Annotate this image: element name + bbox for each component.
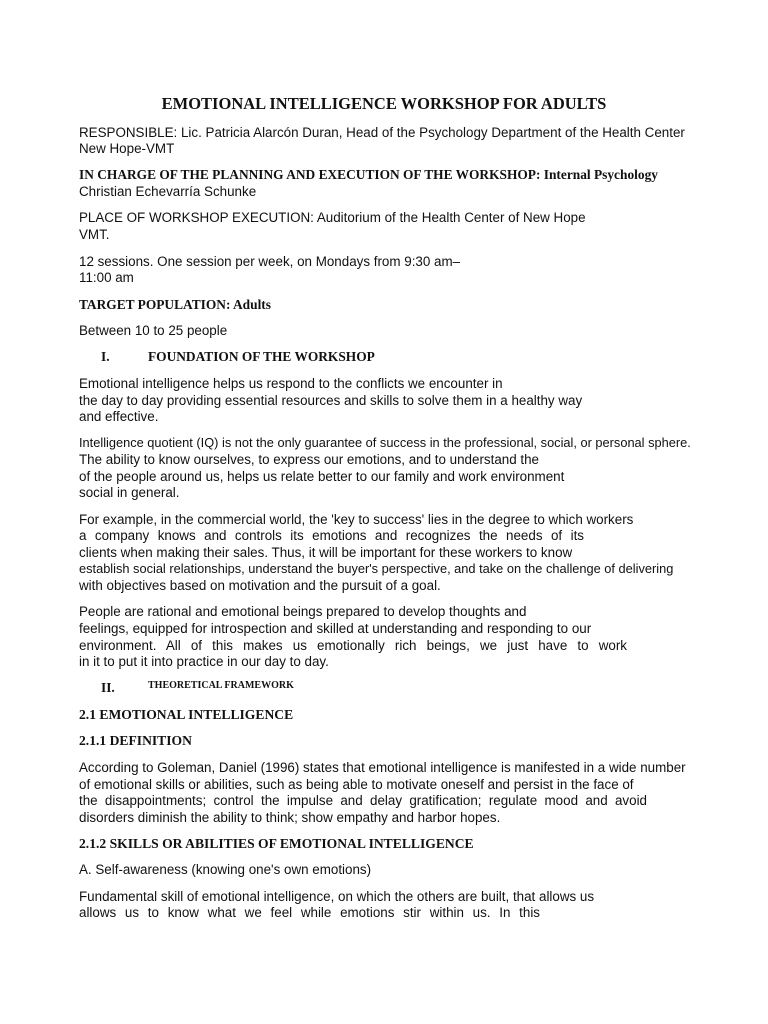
- para1-line-1: Emotional intelligence helps us respond to the conflicts we encounter in: [79, 376, 503, 391]
- section-1-number: I.: [101, 349, 110, 364]
- para4-line-4: in it to put it into practice in our day to day.: [79, 654, 329, 669]
- document-title: EMOTIONAL INTELLIGENCE WORKSHOP FOR ADULTS: [161, 94, 607, 113]
- in-charge-line-1: IN CHARGE OF THE PLANNING AND EXECUTION OF THE WORKSHOP: Internal Psychology: [79, 167, 658, 182]
- para3-line-3: clients when making their sales. Thus, it will be important for these workers to know: [79, 545, 573, 560]
- heading-2-1: 2.1 EMOTIONAL INTELLIGENCE: [79, 707, 294, 722]
- sessions-line-1: 12 sessions. One session per week, on Mondays from 9:30 am–: [79, 254, 461, 269]
- target-population: TARGET POPULATION: Adults: [79, 297, 271, 312]
- place-line-2: VMT.: [79, 227, 110, 242]
- responsible-line-1: RESPONSIBLE: Lic. Patricia Alarcón Duran, Head of the Psychology Department of the Health Center: [79, 125, 685, 140]
- sessions-line-2: 11:00 am: [79, 270, 134, 285]
- para5-line-3: the disappointments; control the impulse and delay gratification; regulate mood and avoid: [79, 793, 647, 808]
- para4-line-2: feelings, equipped for introspection and skilled at understanding and responding to our: [79, 621, 592, 636]
- self-awareness-heading: A. Self-awareness (knowing one's own emotions): [79, 862, 372, 877]
- para3-line-1: For example, in the commercial world, the 'key to success' lies in the degree to which workers: [79, 512, 634, 527]
- para2-line-3: of the people around us, helps us relate better to our family and work environment: [79, 469, 565, 484]
- section-2-number: II.: [101, 680, 115, 695]
- heading-2-1-1: 2.1.1 DEFINITION: [79, 733, 192, 748]
- para2-line-4: social in general.: [79, 485, 180, 500]
- para2-line-1: Intelligence quotient (IQ) is not the only guarantee of success in the professional, social, or personal sphere.: [79, 435, 691, 450]
- para3-line-4: establish social relationships, understand the buyer's perspective, and take on the challenge of delivering: [79, 561, 674, 576]
- place-line-1: PLACE OF WORKSHOP EXECUTION: Auditorium of the Health Center of New Hope: [79, 210, 586, 225]
- para6-line-2: allows us to know what we feel while emotions stir within us. In this: [79, 905, 540, 920]
- responsible-line-2: New Hope-VMT: [79, 141, 175, 156]
- section-2-heading: THEORETICAL FRAMEWORK: [148, 680, 294, 691]
- para5-line-1: According to Goleman, Daniel (1996) states that emotional intelligence is manifested in a wide number: [79, 760, 686, 775]
- in-charge-line-2: Christian Echevarría Schunke: [79, 184, 257, 199]
- section-1-heading: FOUNDATION OF THE WORKSHOP: [148, 349, 375, 364]
- para4-line-3: environment. All of this makes us emotionally rich beings, we just have to work: [79, 638, 627, 653]
- heading-2-1-2: 2.1.2 SKILLS OR ABILITIES OF EMOTIONAL INTELLIGENCE: [79, 836, 474, 851]
- para3-line-5: with objectives based on motivation and the pursuit of a goal.: [79, 578, 441, 593]
- participants-range: Between 10 to 25 people: [79, 323, 228, 338]
- para2-line-2: The ability to know ourselves, to express our emotions, and to understand the: [79, 452, 540, 467]
- para3-line-2: a company knows and controls its emotions and recognizes the needs of its: [79, 528, 584, 543]
- para6-line-1: Fundamental skill of emotional intelligence, on which the others are built, that allows us: [79, 889, 595, 904]
- para1-line-3: and effective.: [79, 409, 159, 424]
- para4-line-1: People are rational and emotional beings prepared to develop thoughts and: [79, 604, 527, 619]
- para5-line-4: disorders diminish the ability to think; show empathy and harbor hopes.: [79, 810, 501, 825]
- para5-line-2: of emotional skills or abilities, such as being able to motivate oneself and persist in the face of: [79, 777, 634, 792]
- para1-line-2: the day to day providing essential resources and skills to solve them in a healthy way: [79, 393, 583, 408]
